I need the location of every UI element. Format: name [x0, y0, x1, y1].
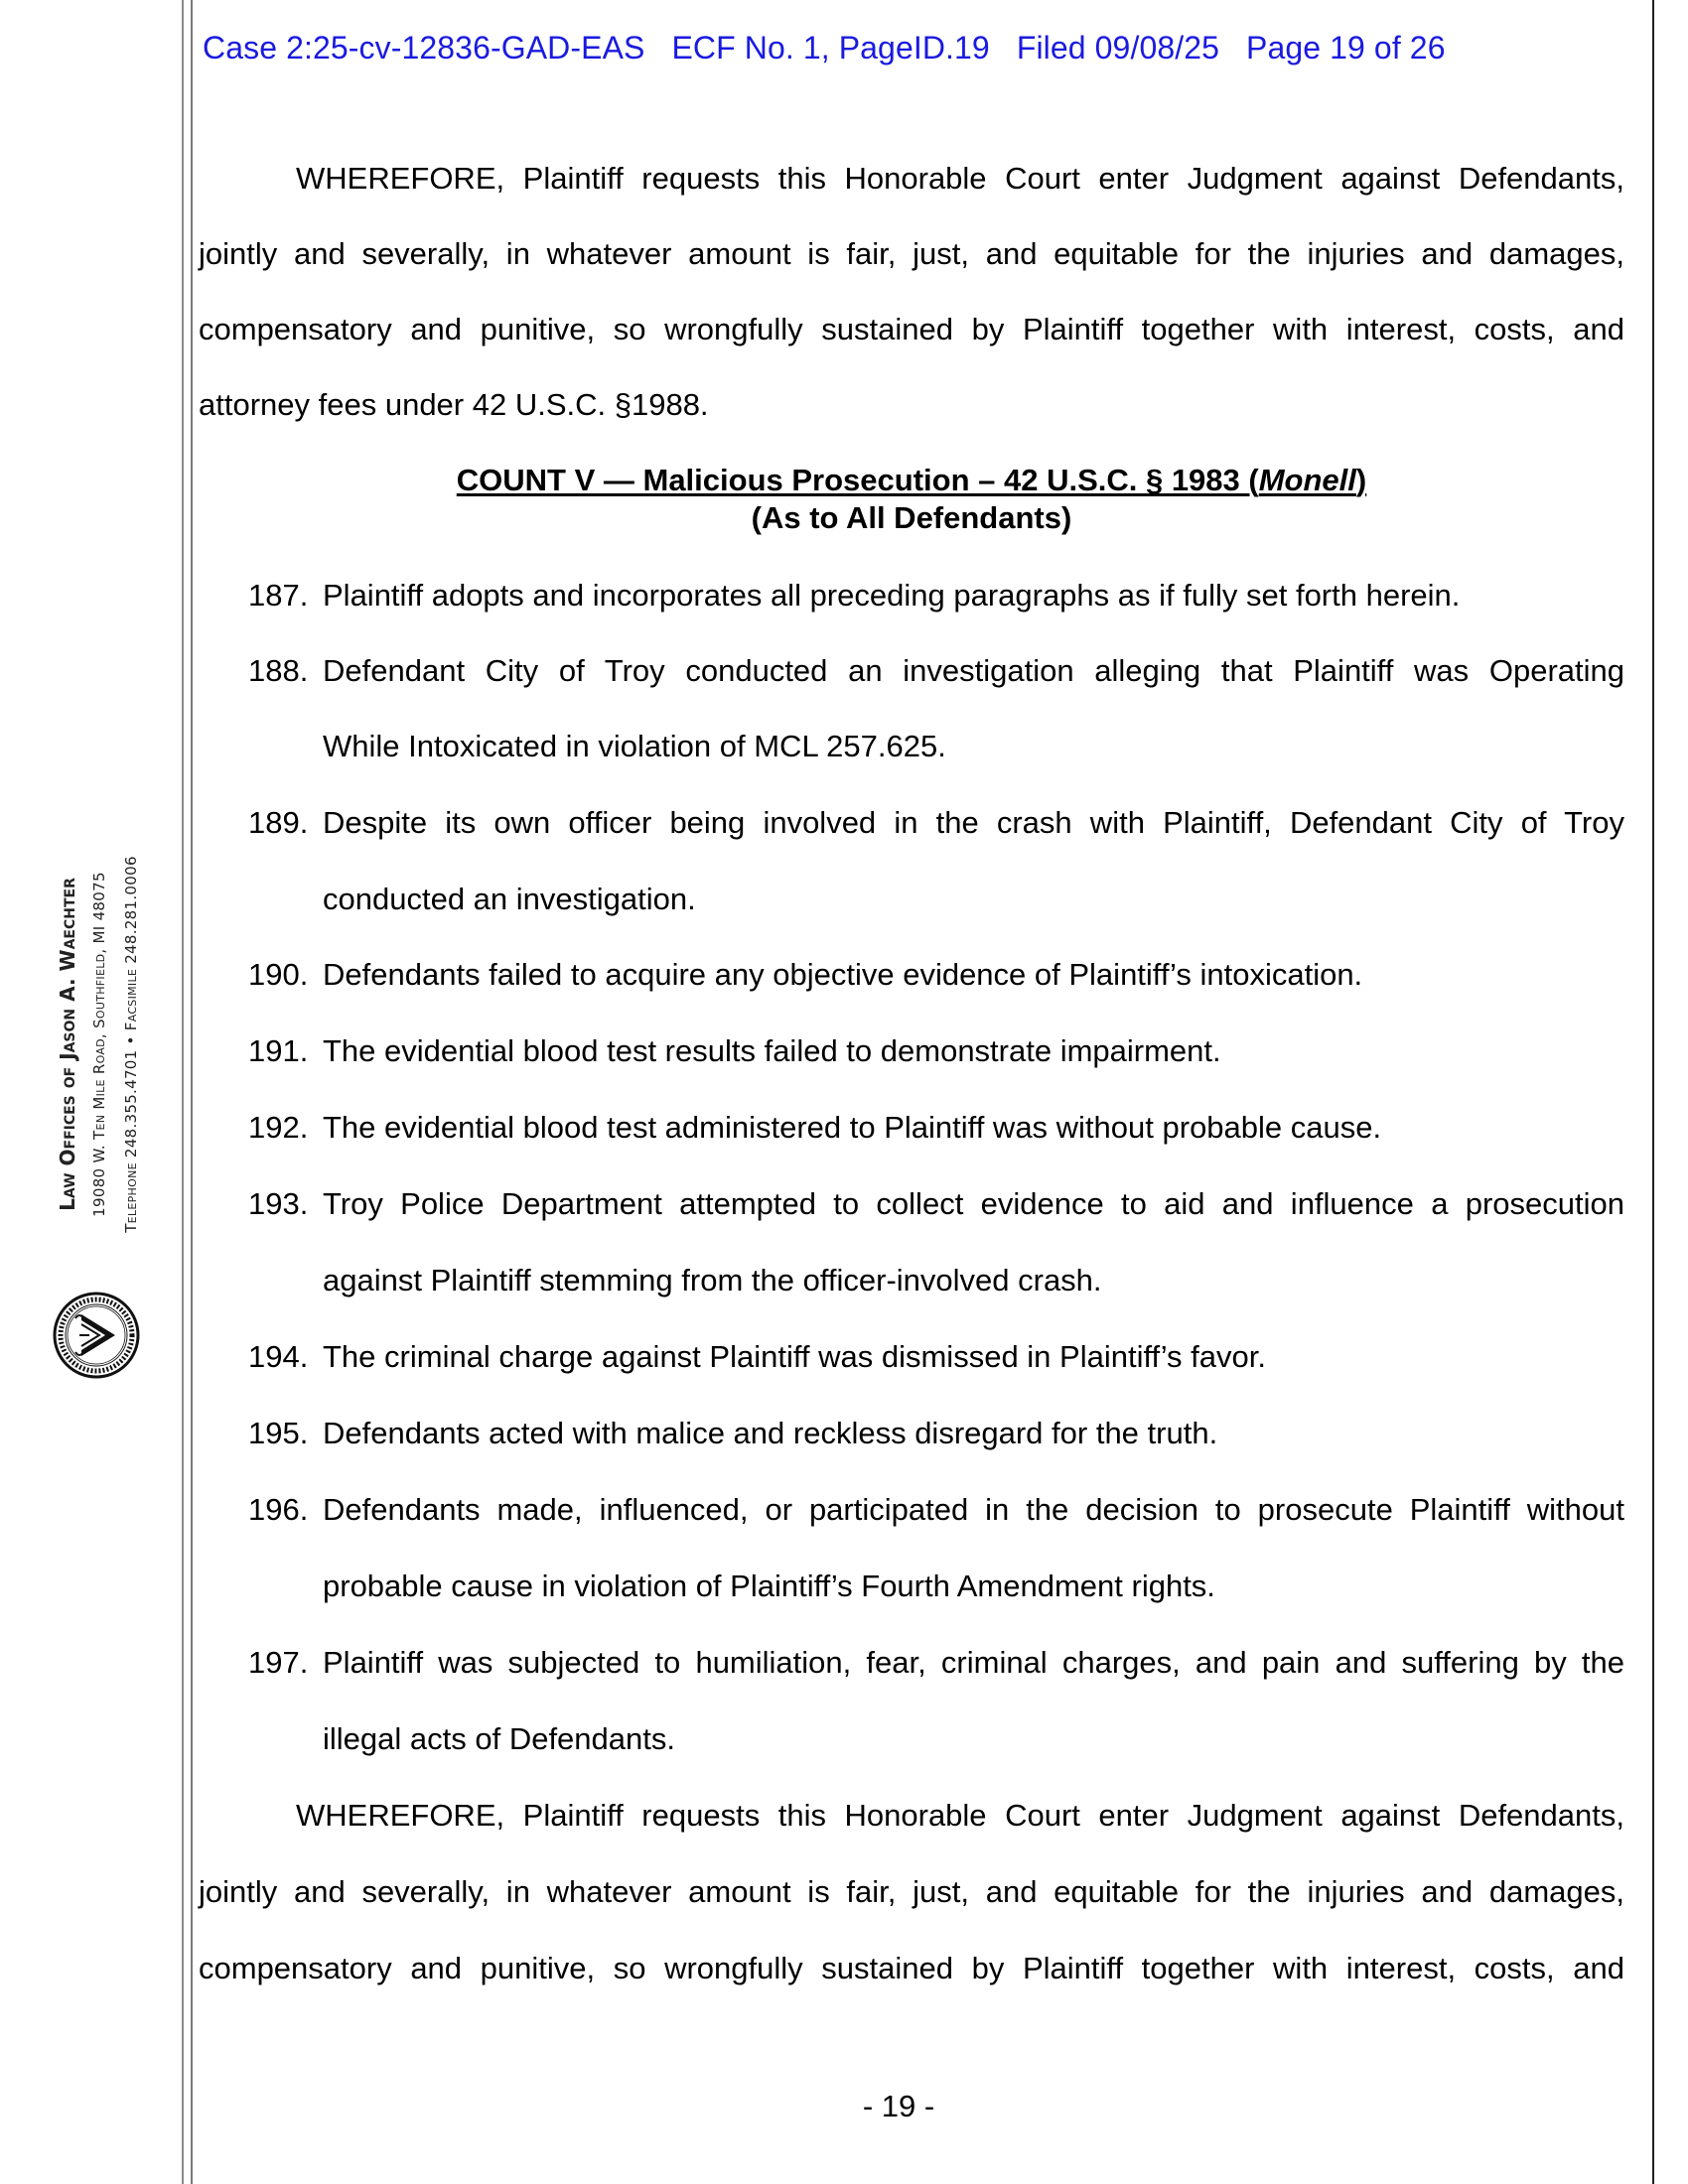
- paragraph-number: 191.: [248, 1033, 309, 1068]
- paragraph-line: Defendants acted with malice and reckless disregard for the truth.: [323, 1416, 1218, 1450]
- paragraph-number: 193.: [248, 1186, 309, 1221]
- paragraph-number: 194.: [248, 1339, 309, 1374]
- paragraph-line: Defendants made, influenced, or participated in the decision to prosecute Plaintiff without: [323, 1492, 1624, 1527]
- firm-name: Law Offices of Jason A. Waechter: [56, 878, 79, 1211]
- wherefore-bottom-line-2: jointly and severally, in whatever amount is fair, just, and equitable for the injuries and damages,: [199, 1874, 1624, 1909]
- left-margin-rule-inner: [191, 0, 193, 2184]
- left-margin-rule-outer: [182, 0, 184, 2184]
- right-margin-rule: [1652, 0, 1654, 2184]
- paragraph-line: Plaintiff adopts and incorporates all preceding paragraphs as if fully set forth herein.: [323, 578, 1461, 613]
- paragraph-number: 192.: [248, 1110, 309, 1145]
- count-heading-title: [199, 463, 1624, 498]
- page-number: - 19 -: [862, 2089, 935, 2123]
- count-heading-subtitle: (As to All Defendants): [751, 500, 1072, 535]
- firm-contact: Telephone 248.355.4701 • Facsimile 248.281.0006: [122, 856, 140, 1233]
- wherefore-bottom-line-1: WHEREFORE, Plaintiff requests this Honorable Court enter Judgment against Defendants,: [296, 1798, 1624, 1833]
- wherefore-bottom-line-3: compensatory and punitive, so wrongfully sustained by Plaintiff together with interest, costs, and: [199, 1951, 1624, 1985]
- count-heading-case-name: Monell: [1258, 463, 1356, 497]
- paragraph-number: 197.: [248, 1645, 309, 1680]
- paragraph-line: Troy Police Department attempted to collect evidence to aid and influence a prosecution: [323, 1186, 1624, 1221]
- paragraph-number: 188.: [248, 653, 309, 688]
- paragraph-line: While Intoxicated in violation of MCL 257.625.: [323, 729, 946, 763]
- ecf-page-id: ECF No. 1, PageID.19: [671, 30, 990, 66]
- page-of-total: Page 19 of 26: [1246, 30, 1446, 66]
- wherefore-top-line-1: WHEREFORE, Plaintiff requests this Honorable Court enter Judgment against Defendants,: [296, 161, 1624, 196]
- paragraph-number: 187.: [248, 578, 309, 613]
- paragraph-number: 196.: [248, 1492, 309, 1527]
- paragraph-line: against Plaintiff stemming from the officer-involved crash.: [323, 1263, 1102, 1297]
- filed-date: Filed 09/08/25: [1016, 30, 1220, 66]
- paragraph-line: The criminal charge against Plaintiff was dismissed in Plaintiff’s favor.: [323, 1339, 1266, 1374]
- wherefore-top-line-4: attorney fees under 42 U.S.C. §1988.: [199, 387, 709, 422]
- paragraph-line: The evidential blood test results failed to demonstrate impairment.: [323, 1033, 1221, 1068]
- wherefore-top-line-3: compensatory and punitive, so wrongfully sustained by Plaintiff together with interest, costs, and: [199, 312, 1624, 346]
- paragraph-number: 189.: [248, 805, 309, 840]
- case-number: Case 2:25-cv-12836-GAD-EAS: [203, 30, 645, 66]
- firm-address: 19080 W. Ten Mile Road, Southfield, MI 48075: [90, 872, 108, 1217]
- count-heading-close-paren: ): [1355, 463, 1367, 497]
- paragraph-line: Defendants failed to acquire any objective evidence of Plaintiff’s intoxication.: [323, 957, 1363, 992]
- ecf-header-stamp: [203, 30, 1446, 67]
- law-firm-seal-icon: [52, 1291, 141, 1380]
- firm-letterhead-text: [52, 856, 147, 1233]
- paragraph-line: Despite its own officer being involved in the crash with Plaintiff, Defendant City of Troy: [323, 805, 1624, 840]
- paragraph-line: illegal acts of Defendants.: [323, 1721, 675, 1756]
- paragraph-number: 190.: [248, 957, 309, 992]
- count-heading-text: COUNT V — Malicious Prosecution – 42 U.S.C. § 1983 (: [456, 463, 1259, 497]
- paragraph-line: Plaintiff was subjected to humiliation, fear, criminal charges, and pain and suffering by the: [323, 1645, 1624, 1680]
- firm-letterhead-sidebar: [0, 0, 179, 2184]
- paragraph-line: The evidential blood test administered to Plaintiff was without probable cause.: [323, 1110, 1382, 1145]
- paragraph-line: conducted an investigation.: [323, 882, 696, 916]
- wherefore-top-line-2: jointly and severally, in whatever amount is fair, just, and equitable for the injuries and damages,: [199, 236, 1624, 271]
- paragraph-number: 195.: [248, 1416, 309, 1450]
- paragraph-line: probable cause in violation of Plaintiff’s Fourth Amendment rights.: [323, 1569, 1215, 1603]
- paragraph-line: Defendant City of Troy conducted an investigation alleging that Plaintiff was Operating: [323, 653, 1624, 688]
